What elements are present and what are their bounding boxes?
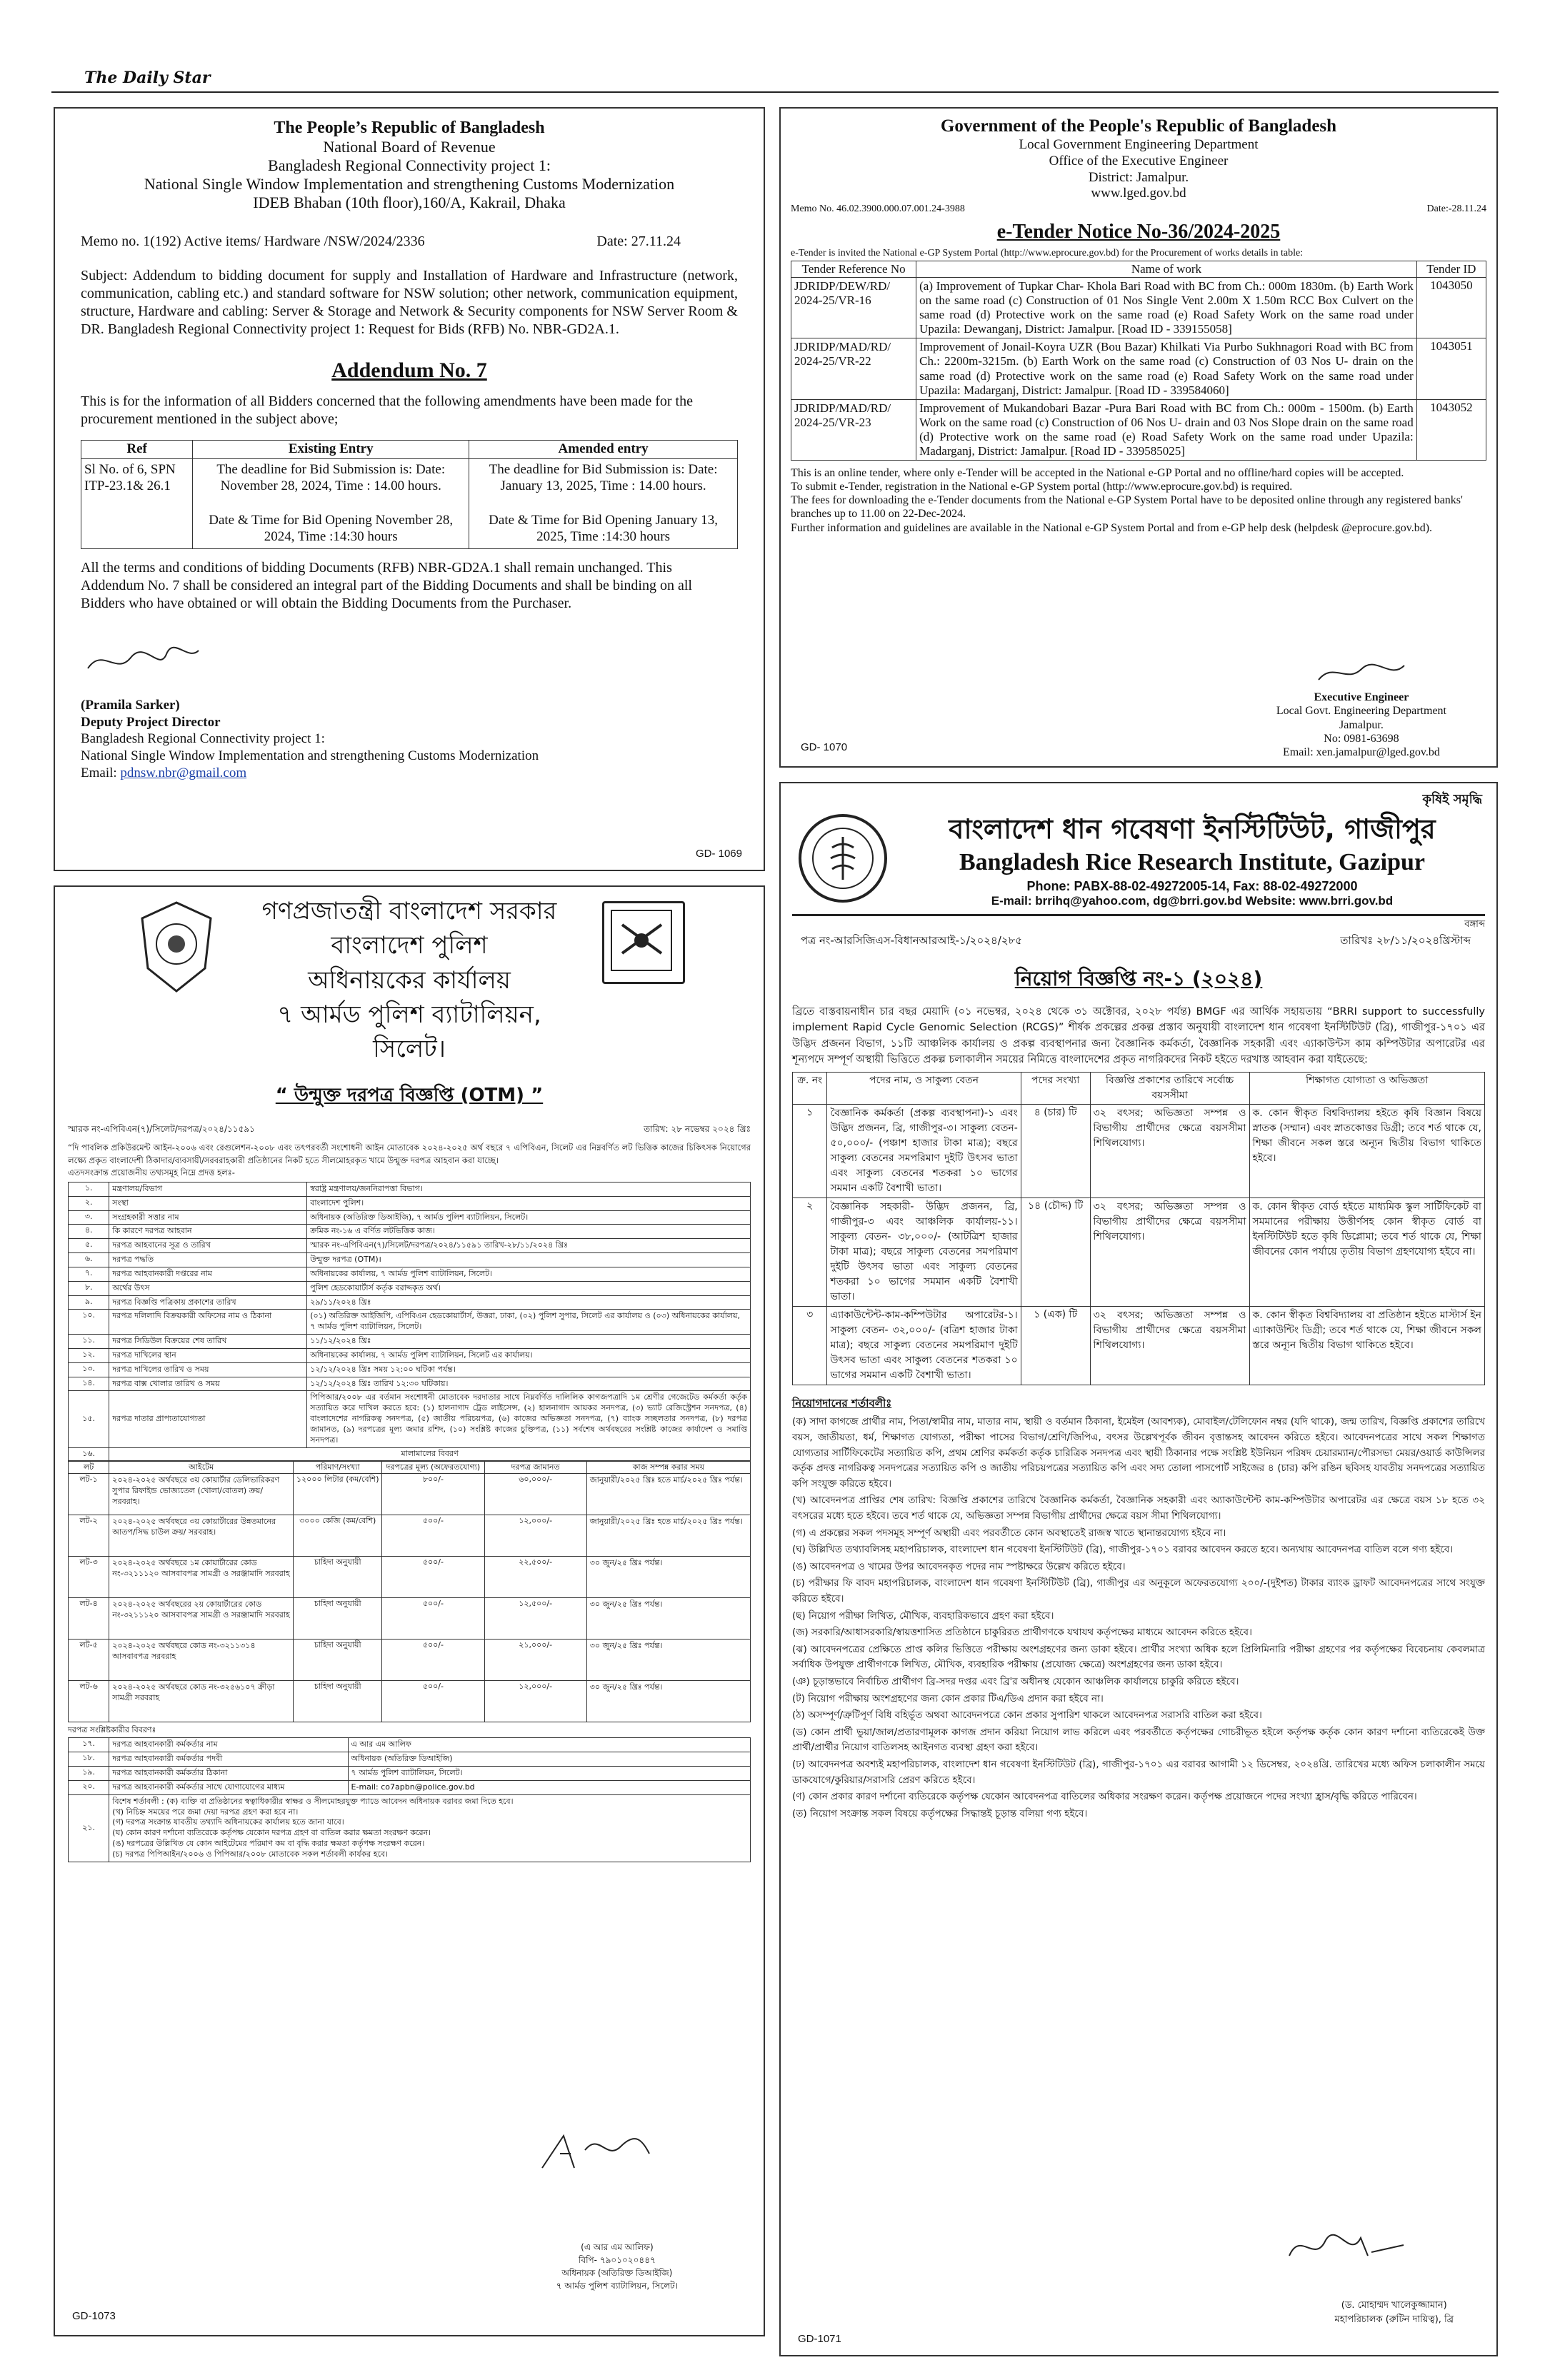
ad3-row xyxy=(69,1362,751,1377)
ad3-row-n: ২. xyxy=(69,1196,109,1210)
ad2-row-id: 1043050 xyxy=(1416,278,1486,338)
ad1-ref: Sl No. of 6, SPN ITP-23.1& 26.1 xyxy=(81,458,193,548)
ad3-sig-id: বিপি- ৭৯০১০২০৪৪৭ xyxy=(578,2255,656,2265)
masthead-rule xyxy=(51,91,1499,93)
ad3-lot-qty: চাহিদা অনুযায়ী xyxy=(294,1557,382,1598)
ad1-date: Date: 27.11.24 xyxy=(596,234,681,249)
ad2-note-2: To submit e-Tender, registration in the National e-GP System portal (http://www.eprocure.gov.bd) is required. xyxy=(791,480,1293,493)
ad4-condition: (ঝ) আবেদনপত্রের প্রেক্ষিতে প্রাপ্ত কলির ভিত্তিতে পরীক্ষায় অংশগ্রহণের জন্য ডাকা হইবে। প্রার্থীর সংখ্যা অধিক হলে প্রিলিমিনারি পরীক্ষা গ্রহণের পর কর্তৃপক্ষের বিবেচনায় কেবলমাত্র সর্বাধিক উপযুক্ত প্রার্থীগণকে লিখিত, মৌখিক, ব্যবহারিক পরীক্ষায় (প্রযোজ্য ক্ষেত্রে) অংশগ্রহণের জন্য ডাকা হইবে। xyxy=(792,1643,1485,1671)
ad3-lot-qty: চাহিদা অনুযায়ী xyxy=(294,1640,382,1681)
ad3-row-k: সংস্থা xyxy=(109,1196,307,1210)
ad3-row-v: ১১/১২/২০২৪ খ্রিঃ xyxy=(307,1335,751,1349)
ad3-row-n: ৪. xyxy=(69,1225,109,1239)
ad1-amended-cell xyxy=(469,458,738,548)
ad3-officer-v: ৭ আর্মড পুলিশ ব্যাটালিয়ন, সিলেট। xyxy=(348,1767,750,1781)
ad1-line4: National Single Window Implementation and strengthening Customs Modernization xyxy=(144,175,675,193)
ad3-row-k: দরপত্র পদ্ধতি xyxy=(109,1253,307,1267)
ad3-signature-scribble xyxy=(535,2125,656,2182)
ad3-lot-price: ৫০০/- xyxy=(382,1557,484,1598)
ad3-row-v: অধিনায়কের কার্যালয়, ৭ আর্মড পুলিশ ব্যাটালিয়ন, সিলেট। xyxy=(307,1267,751,1281)
ad3-special-item: (ঙ) দরপত্রের উল্লিখিত যে কোন আইটেমের পরিমাণ কম বা বৃদ্ধি করার ক্ষমতা কর্তৃপক্ষ সংরক্ষণ করেন। xyxy=(112,1839,425,1849)
ad3-row-k: দরপত্র সিডিউল বিক্রয়ের শেষ তারিখ xyxy=(109,1335,307,1349)
ad4-signature-scribble xyxy=(1282,2224,1411,2274)
ad4-condition: (ঘ) উল্লিখিত তথ্যাবলিসহ মহাপরিচালক, বাংলাদেশ ধান গবেষণা ইনস্টিটিউট (ব্রি), গাজীপুর-১৭০১ বরাবর আবেদন করতে হবে। অন্যথায় আবেদনপত্র বাতিল বলে গণ্য হইবে। xyxy=(792,1544,1454,1556)
ad2-sig-line1: Local Govt. Engineering Department xyxy=(1276,705,1446,718)
ad3-lot-col: লট xyxy=(69,1461,109,1474)
ad1-gd-code: GD- 1069 xyxy=(695,848,742,860)
ad2-col-work: Name of work xyxy=(916,261,1417,278)
ad3-sig-name: (এ আর এম আলিফ) xyxy=(581,2242,654,2252)
ad4-post-edu: ক. কোন স্বীকৃত বিশ্ববিদ্যালয় হইতে কৃষি বিজ্ঞান বিষয়ে স্নাতক (সম্মান) এবং স্নাতকোত্তর ডিগ্রী; তবে শর্ত থাকে যে, শিক্ষা জীবনে সকল স্তরে অন্যূন দ্বিতীয় বিভাগ থাকিতে হইবে। xyxy=(1249,1105,1485,1198)
ad3-row-v: পুলিশ হেডকোয়ার্টার্স কর্তৃক বরাদ্দকৃত অর্থ। xyxy=(307,1281,751,1295)
ad3-lot-table xyxy=(68,1461,751,1723)
ad3-lot-id: লট-৪ xyxy=(69,1598,109,1640)
ad4-title-bn: বাংলাদেশ ধান গবেষণা ইনস্টিটিউট, গাজীপুর xyxy=(949,813,1436,845)
ad3-row xyxy=(69,1281,751,1295)
ad4-post-count: ৪ (চার) টি xyxy=(1021,1105,1090,1198)
ad4-col: শিক্ষাগত যোগ্যতা ও অভিজ্ঞতা xyxy=(1249,1073,1485,1105)
ad3-lot-item: ২০২৪-২০২৫ অর্থবছরে কোড নং-৩২৫৬১০৭ ক্রীড়া সামগ্রী সরবরাহ xyxy=(109,1681,294,1722)
ad4-post-name: বৈজ্ঞানিক কর্মকর্তা (প্রকল্প ব্যবস্থাপনা)-১ এবং উদ্ভিদ প্রজনন, ব্রি, গাজীপুর-৩। সাকুল্য বেতন- ৫০,০০০/- (পঞ্চাশ হাজার টাকা মাত্র); বছরে সাকুল্য বেতনের সমপরিমাণ দুইটি উৎসব ভাতা এবং সাকুল্য বেতনের শতকরা ১০ ভাগের সমমান একটি বৈশাখী ভাতা। xyxy=(827,1105,1021,1198)
ad3-row-v: স্মারক নং-এপিবিএন(৭)/সিলেট/দরপত্র/২০২৪/১১৫৯১ তারিখ-২৮/১১/২০২৪ খ্রিঃ xyxy=(307,1239,751,1253)
ad3-row-n: ৫. xyxy=(69,1239,109,1253)
ad2-sig-title: Executive Engineer xyxy=(1314,691,1409,704)
ad3-row xyxy=(69,1295,751,1310)
ad-nbr-addendum xyxy=(54,107,765,871)
ad3-officer-k: দরপত্র আহবানকারী কর্মকর্তার নাম xyxy=(109,1738,348,1752)
ad3-info-table xyxy=(68,1182,751,1461)
ad3-lot-price: ৫০০/- xyxy=(382,1515,484,1557)
ad1-addendum-title: Addendum No. 7 xyxy=(331,358,487,382)
ad3-row-k: মন্ত্রণালয়/বিভাগ xyxy=(109,1182,307,1196)
ad2-note-1: This is an online tender, where only e-Tender will be accepted in the National e-GP Portal and no offline/hard copies will be accepted. xyxy=(791,466,1404,479)
ad3-lot-row xyxy=(69,1640,751,1681)
ad1-line1: The People’s Republic of Bangladesh xyxy=(274,119,545,137)
ad4-sig-name: (ড. মোহাম্মদ খালেকুজ্জামান) xyxy=(1341,2300,1447,2311)
ad1-existing-2: Date & Time for Bid Opening November 28, 2024, Time :14:30 hours xyxy=(209,513,454,545)
ad3-officer-v: E-mail: co7apbn@police.gov.bd xyxy=(348,1780,750,1794)
ad4-post-row xyxy=(793,1307,1485,1385)
ad2-row-work: Improvement of Mukandobari Bazar -Pura Bari Road with BC from Ch.: 000m - 1500m. (b) Earth Work on the same road (c) Construction of 06 Nos U- drain and 03 Nos Slope drain on the same road (d) Protective work on the same road (e) Road Safety Work on the same road under Upazila: Madarganj, District: Jamalpur. [Road ID - 339585025] xyxy=(916,399,1417,460)
ad3-row-n: ১২. xyxy=(69,1348,109,1362)
ad4-col: পদের নাম, ও সাকুল্য বেতন xyxy=(827,1073,1021,1105)
ad3-lot-col: দরপত্রের মূল্য (অফেরতযোগ্য) xyxy=(382,1461,484,1474)
ad3-row xyxy=(69,1253,751,1267)
ad3-special-item: বিশেষ শর্তাবলী : (ক) ব্যক্তি বা প্রতিষ্ঠানের স্বত্বাধিকারীর স্বাক্ষর ও সীলমোহরযুক্ত প্যাডে আবেদন অধিনায়ক বরাবর জমা দিতে হবে। xyxy=(112,1796,514,1806)
ad4-calendar: বঙ্গাব্দ xyxy=(1464,918,1485,930)
ad1-existing-1: The deadline for Bid Submission is: Date: November 28, 2024, Time : 14.00 hours. xyxy=(216,461,446,493)
ad3-title2: বাংলাদেশ পুলিশ xyxy=(331,931,488,960)
ad1-signature xyxy=(81,640,209,683)
ad3-lot-time: জানুয়ারী/২০২৫ খ্রিঃ হতে মার্চ/২০২৫ খ্রিঃ পর্যন্ত। xyxy=(586,1474,750,1515)
ad3-title5: সিলেট। xyxy=(373,1035,446,1064)
ad3-row-k: দরপত্র আহবানের সূত্র ও তারিখ xyxy=(109,1239,307,1253)
ad3-row xyxy=(69,1335,751,1349)
ad3-officer-v: এ আর এম আলিফ xyxy=(348,1738,750,1752)
ad3-row-k: দরপত্র দাখিলের স্থান xyxy=(109,1348,307,1362)
ad3-special-item: (ঘ) কোন কারণ দর্শানো ব্যতিরেকে কর্তৃপক্ষ যেকোন দরপত্র গ্রহণ বা বাতিল করার ক্ষমতা সংরক্ষণ করেন। xyxy=(112,1828,431,1838)
ad3-row-n: ৮. xyxy=(69,1281,109,1295)
ad3-officer-row xyxy=(69,1767,751,1781)
ad2-gd-code: GD- 1070 xyxy=(801,741,848,753)
ad3-lot-col: পরিমাণ/সংখ্যা xyxy=(294,1461,382,1474)
ad3-special-item: (গ) দরপত্র সংক্রান্ত যাবতীয় তথ্যাদি অধিনায়কের কার্যালয় হতে জানা যাবে। xyxy=(112,1817,344,1827)
ad3-row xyxy=(69,1310,751,1335)
ad3-row-n: ১৪. xyxy=(69,1377,109,1391)
ad4-phone: Phone: PABX-88-02-49272005-14, Fax: 88-02-49272000 xyxy=(1026,878,1358,893)
ad3-row-k: দরপত্র বাক্স খোলার তারিখ ও সময় xyxy=(109,1377,307,1391)
ad3-lot-price: ৫০০/- xyxy=(382,1640,484,1681)
ad1-col-amended: Amended entry xyxy=(469,441,738,459)
ad1-existing-cell xyxy=(193,458,469,548)
ad3-row-v: ক্রমিক নং-১৬ এ বর্ণিত লটভিত্তিক কাজ। xyxy=(307,1225,751,1239)
ad3-row xyxy=(69,1348,751,1362)
ad4-condition: (খ) আবেদনপত্র প্রাপ্তির শেষ তারিখ: বিজ্ঞপ্তি প্রকাশের তারিখে বৈজ্ঞানিক কর্মকর্তা, বৈজ্ঞানিক সহকারী এবং অ্যাকাউন্টেন্ট কাম-কম্পিউটার অপারেটর এর ক্ষেত্রে বয়স ১৮ হতে ৩২ বৎসরের মধ্যে হতে হইবে। তবে শর্ত থাকে যে, অভিজ্ঞতা সম্পন্ন বিভাগীয় প্রার্থীদের ক্ষেত্রে বয়স সীমা শিথিলযোগ্য। xyxy=(792,1495,1485,1522)
ad4-post-edu: ক. কোন স্বীকৃত বোর্ড হইতে মাধ্যমিক স্কুল সার্টিফিকেট বা সমমানের পরীক্ষায় উত্তীর্ণসহ কোন স্বীকৃত বোর্ড বা ইনস্টিটিউট হতে কৃষি ডিপ্লোমা; তবে শর্ত থাকে যে, শিক্ষা জীবনের কোন পর্যায়ে তৃতীয় বিভাগ গ্রহণযোগ্য হইবে না। xyxy=(1249,1198,1485,1307)
ad4-condition: (ক) সাদা কাগজে প্রার্থীর নাম, পিতা/স্বামীর নাম, মাতার নাম, স্থায়ী ও বর্তমান ঠিকানা, ইমেইল (আবশ্যক), মোবাইল/টেলিফোন নম্বর (যদি থাকে), জন্ম তারিখ, বিজ্ঞপ্তি প্রকাশের তারিখে বয়স, জাতীয়তা, ধর্ম, শিক্ষাগত যোগ্যতা, পরীক্ষা পাসের বিভাগ/শ্রেণি/জিপিএ, বৎসর উল্লেখপূর্বক জীবন বৃত্তান্তসহ আবেদন করিতে হইবে। আবেদনপত্রের সাথে সকল শিক্ষাগত যোগ্যতার সার্টিফিকেটের সত্যায়িত কপি, প্রথম শ্রেণির কর্মকর্তা কর্তৃক চারিত্রিক সনদপত্র এবং স্থায়ী ঠিকানার পক্ষে সংশ্লিষ্ট ইউনিয়ন পরিষদ চেয়ারম্যান/পৌরসভা মেয়র/ওয়ার্ড কাউন্সিলর কর্তৃক প্রদত্ত নাগরিকত্ব সনদপত্রের সত্যায়িত কপি ও জাতীয় পরিচয়পত্রের সত্যায়িত কপি এবং সদ্য তোলা পাসপোর্ট সাইজের ৪ (চার) কপি রঙিন ছবিসহ যাবতীয় সনদপত্রের সত্যায়িত কপি সংযুক্ত করিতে হইবে। xyxy=(792,1416,1485,1490)
ad3-lot-security: ৬০,০০০/- xyxy=(484,1474,586,1515)
ad1-col-existing: Existing Entry xyxy=(193,441,469,459)
ad3-officer-n: ১৭. xyxy=(69,1738,109,1752)
ad4-gd-code: GD-1071 xyxy=(798,2333,841,2345)
ad2-row-work: Improvement of Jonail-Koyra UZR (Bou Bazar) Khilkati Via Purbo Sukhnagori Road with BC from Ch.: 2200m-3215m. (b) Earth Work on the same road (c) Construction of 03 Nos U- drain on the same road (d) Protective work on the same road (e) Road Safety Work on the same road under Upazila: Madarganj, District: Jamalpur. [Road ID - 339584060] xyxy=(916,338,1417,399)
ad4-date: তারিখঃ ২৮/১১/২০২৪খ্রিস্টাব্দ xyxy=(1340,933,1471,947)
ad1-intro: This is for the information of all Bidders concerned that the following amendments have been made for the procurement mentioned in the subject above; xyxy=(81,393,693,427)
ad3-otm-title: “ উন্মুক্ত দরপত্র বিজ্ঞপ্তি (OTM) ” xyxy=(275,1085,544,1107)
ad3-lot-col: কাজ সম্পন্ন করার সময় xyxy=(586,1461,750,1474)
ad4-col: ক্র. নং xyxy=(793,1073,827,1105)
ad3-lot-row xyxy=(69,1474,751,1515)
ad3-lot-row xyxy=(69,1681,751,1722)
ad3-memo: স্মারক নং-এপিবিএন(৭)/সিলেট/দরপত্র/২০২৪/১১৫৯১ xyxy=(68,1124,255,1135)
ad3-title1: গণপ্রজাতন্ত্রী বাংলাদেশ সরকার xyxy=(261,897,557,925)
ad3-special-row xyxy=(69,1794,751,1862)
ad3-row xyxy=(69,1377,751,1391)
ad2-note-3: The fees for downloading the e-Tender documents from the National e-GP System Portal have to be deposited online through any registered banks' branches up to 11.00 on 22-Dec-2024. xyxy=(791,494,1463,521)
ad4-intro: ব্রিতে বাস্তবায়নাধীন চার বছর মেয়াদি (০১ নভেম্বর, ২০২৪ থেকে ৩১ অক্টোবর, ২০২৮ পর্যন্ত) BMGF এর আর্থিক সহায়তায় “BRRI support to successfully implement Rapid Cycle Genomic Selection (RCGS)” শীর্ষক প্রকল্পের প্রকল্প প্রস্তাব অনুযায়ী বাংলাদেশ ধান গবেষণা ইনস্টিটিউট (ব্রি), গাজীপুর-১৭০১ এর উদ্ভিদ প্রজনন বিভাগ, ১১টি আঞ্চলিক কার্যালয় ও প্রকল্প ব্যবস্থাপনার জন্য বৈজ্ঞানিক কর্মকর্তা, বৈজ্ঞানিক সহকারী এবং এ্যাকাউন্টস কাম কম্পিউটার অপারেটর এর শূন্যপদে সম্পূর্ণ অস্থায়ী ভিত্তিতে প্রকল্প চলাকালীন সময়ের নিমিত্তে বাংলাদেশের প্রকৃত নাগরিকদের নিকট হইতে দরখাস্ত আহবান করা যাইতেছে: xyxy=(792,1005,1485,1065)
ad4-memo: পত্র নং-আরসিজিএস-বিধানআরআই-১/২০২৪/২৮৫ xyxy=(801,933,1023,947)
ad3-officer-k: দরপত্র আহবানকারী কর্মকর্তার ঠিকানা xyxy=(109,1767,348,1781)
ad2-phone: No: 0981-63698 xyxy=(1324,732,1399,745)
ad3-officer-n: ১৯. xyxy=(69,1767,109,1781)
ad2-line4: District: Jamalpur. xyxy=(1088,169,1189,185)
ad3-special-cell xyxy=(109,1794,751,1862)
ad3-row-v: উন্মুক্ত দরপত্র (OTM)। xyxy=(307,1253,751,1267)
ad2-row-id: 1043052 xyxy=(1416,399,1486,460)
ad3-row xyxy=(69,1182,751,1196)
ad4-post-row xyxy=(793,1105,1485,1198)
ad-lged-etender xyxy=(779,107,1498,768)
ad3-row-v: ২৯/১১/২০২৪ খ্রিঃ xyxy=(307,1295,751,1310)
ad1-signature-scribble xyxy=(81,640,209,683)
ad2-row-ref: JDRIDP/DEW/RD/ 2024-25/VR-16 xyxy=(791,278,916,338)
ad3-intro2: এতদসংক্রান্ত প্রয়োজনীয় তথ্যসমূহ নিম্নে প্রদত্ত হলঃ- xyxy=(68,1167,235,1178)
ad3-lot-security: ১২,০০০/- xyxy=(484,1515,586,1557)
ad3-officer-table xyxy=(68,1737,751,1862)
ad4-title: নিয়োগ বিজ্ঞপ্তি নং-১ (২০২৪) xyxy=(1014,966,1263,990)
ad3-row-k: কি কারণে দরপত্র আহবান xyxy=(109,1225,307,1239)
ad4-signature xyxy=(1282,2224,1411,2276)
ad2-memo: Memo No. 46.02.3900.000.07.001.24-3988 xyxy=(791,204,965,215)
ad3-lot-id: লট-৩ xyxy=(69,1557,109,1598)
ad3-row-v: অধিনায়ক (অতিরিক্ত ডিআইজি), ৭ আর্মড পুলিশ ব্যাটালিয়ন, সিলেট। xyxy=(307,1210,751,1225)
ad3-eligibility-row xyxy=(69,1391,751,1447)
ad4-post-name: বৈজ্ঞানিক সহকারী- উদ্ভিদ প্রজনন, ব্রি, গাজীপুর-৩ এবং আঞ্চলিক কার্যালয়-১১। সাকুল্য বেতন- ৩৮,০০০/- (আটত্রিশ হাজার টাকা মাত্র); বছরে সাকুল্য বেতনের সমপরিমাণ দুইটি উৎসব ভাতা এবং সাকুল্য বেতনের শতকরা ১০ ভাগের সমমান একটি বৈশাখী ভাতা। xyxy=(827,1198,1021,1307)
ad1-col-ref: Ref xyxy=(81,441,193,459)
ad3-row xyxy=(69,1267,751,1281)
ad1-email-label: Email: xyxy=(81,765,121,780)
ad3-officer-v: অধিনায়ক (অতিরিক্ত ডিআইজি) xyxy=(348,1752,750,1767)
ad3-lot-item: ২০২৪-২০২৫ অর্থবছরের ২য় কোয়ার্টারের কোড নং-৩২১১১২০ আসবাবপত্র সামগ্রী ও সরঞ্জামাদি সরবরাহ xyxy=(109,1598,294,1640)
ad4-post-edu: ক. কোন স্বীকৃত বিশ্ববিদ্যালয় বা প্রতিষ্ঠান হইতে মাস্টার্স ইন এ্যাকাউন্টিং ডিগ্রী; তবে শর্ত থাকে যে, শিক্ষা জীবনে সকল স্তরে অন্যূন দ্বিতীয় বিভাগ থাকিতে হইবে। xyxy=(1249,1307,1485,1385)
ad3-lot-security: ২২,৫০০/- xyxy=(484,1557,586,1598)
ad3-officer-k: দরপত্র আহবানকারী কর্মকর্তার পদবী xyxy=(109,1752,348,1767)
ad3-apbn-logo xyxy=(602,901,685,984)
ad3-lot-id: লট-৬ xyxy=(69,1681,109,1722)
ad2-tender-table xyxy=(791,261,1486,461)
ad4-post-n: ৩ xyxy=(793,1307,827,1385)
ad3-row-v: ১২/১২/২০২৪ খ্রিঃ তারিখ ১২:৩০ ঘটিকায়। xyxy=(307,1377,751,1391)
ad3-row-n: ৭. xyxy=(69,1267,109,1281)
ad3-row-n: ৩. xyxy=(69,1210,109,1225)
ad3-lot-item: ২০২৪-২০২৫ অর্থবছরে ১ম কোয়ার্টারের কোড নং-৩২১১১২০ আসবাবপত্র সামগ্রী ও সরঞ্জামাদি সরবরাহ xyxy=(109,1557,294,1598)
ad4-signature-block xyxy=(1335,2299,1454,2326)
ad4-email: E-mail: brrihq@yahoo.com, dg@brri.gov.bd Website: www.brri.gov.bd xyxy=(991,893,1394,908)
ad1-footer-text: All the terms and conditions of bidding Documents (RFB) NBR-GD2A.1 shall remain unchanged. This Addendum No. 7 shall be considered an integral part of the Bidding Documents and shall be binding on all Bidders who have obtained or will obtain the Bidding Documents from the Purchaser. xyxy=(81,559,692,611)
ad3-officer-k: দরপত্র আহবানকারী কর্মকর্তার সাথে যোগাযোগের মাধ্যম xyxy=(109,1780,348,1794)
ad3-lot-security: ১২,৫০০/- xyxy=(484,1598,586,1640)
ad4-condition: (ঞ) চূড়ান্তভাবে নির্বাচিত প্রার্থীগণ ব্রি-সদর দপ্তর এবং ব্রি'র অধীনস্থ যেকোন আঞ্চলিক কার্যালয়ে চাকুরি করিতে হইবে। xyxy=(792,1675,1239,1687)
ad3-row xyxy=(69,1225,751,1239)
ad3-row-k: দরপত্র বিজ্ঞপ্তি পত্রিকায় প্রকাশের তারিখ xyxy=(109,1295,307,1310)
ad1-amended-1: The deadline for Bid Submission is: Date: January 13, 2025, Time : 14.00 hours. xyxy=(489,461,718,493)
ad3-date: তারিখ: ২৮ নভেম্বর ২০২৪ খ্রিঃ xyxy=(644,1124,751,1135)
masthead: The Daily Star xyxy=(84,69,211,87)
ad2-row-id: 1043051 xyxy=(1416,338,1486,399)
ad3-special-item: (চ) দরপত্র পিপিআইন/২০০৬ ও পিপিআর/২০০৮ মোতাবেক সকল শর্তাবলী কার্যকর হবে। xyxy=(112,1849,389,1859)
ad3-eligibility-v: পিপিআর/২০০৮ এর বর্তমান সংশোধনী মোতাবেক দরদাতার সাথে নিম্নবর্ণিত দালিলিক কাগজপত্রাদি ১ম শ্রেণীর গেজেটেড কর্মকর্তা কর্তৃক সত্যায়িত করে দাখিল করতে হবে: (১) হালনাগাদ ট্রেড লাইসেন্স, (২) হালনাগাদ আয়কর সনদপত্র, (৩) ভ্যাট রেজিস্ট্রেশন সনদপত্র, (৪) বাংলাদেশের নাগরিকত্ব সনদপত্র, (৫) জাতীয় পরিচয়পত্র, (৬) কাজের অভিজ্ঞতা সনদপত্র, (৭) ব্যাংক সচ্ছলতার সনদপত্র, (৮) দরপত্র জামানত, (৯) দরপত্রের মূল্য জমার রশিদ, (১০) সংশ্লিষ্ট কাজের চুক্তিপত্র, (১১) সর্বশেষ অর্থবছরের সংশ্লিষ্ট কাজের কার্যাদেশ ও সমাপ্তি সনদপত্র। xyxy=(307,1391,751,1447)
ad3-lot-price: ৫০০/- xyxy=(382,1681,484,1722)
ad3-lot-item: ২০২৪-২০২৫ অর্থবছরে কোড নং-৩২১১৩১৪ আসবাবপত্র সরবরাহ xyxy=(109,1640,294,1681)
ad3-row xyxy=(69,1196,751,1210)
ad3-intro: “দি পাবলিক প্রকিউরমেন্ট আইন-২০০৬ এবং রেগুলেশন-২০০৮ এবং তৎপরবর্তী সংশোধনী আইন মোতাবেক ২০২৪-২০২৫ অর্থ বছরে ৭ এপিবিএন, সিলেট এর নিম্নবর্ণিত লট ভিত্তিক কাজের চিকিৎসক নিয়োগের লক্ষ্যে প্রকৃত বাংলাদেশী ঠিকাদার/ব্যবসায়ী/সরবরাহকারী প্রতিষ্ঠানের নিকট হতে সীলমোহরকৃত খামে উন্মুক্ত দরপত্র আহবান করা যাচ্ছে। xyxy=(68,1143,751,1165)
ad3-row xyxy=(69,1210,751,1225)
ad4-post-n: ২ xyxy=(793,1198,827,1307)
ad2-row-ref: JDRIDP/MAD/RD/ 2024-25/VR-23 xyxy=(791,399,916,460)
ad3-row-n: ১০. xyxy=(69,1310,109,1335)
ad3-row-k: অর্থের উৎস xyxy=(109,1281,307,1295)
ad3-officer-header: দরপত্র সংশ্লিষ্টকারীর বিবরণঃ xyxy=(68,1725,156,1735)
ad4-condition: (ঠ) অসম্পূর্ণ/ত্রুটিপূর্ণ বিধি বহির্ভূত অথবা আবেদনপত্রে কোন প্রকার সুপারিশ থাকলে আবেদনপত্র সরাসরি বাতিল করা হইবে। xyxy=(792,1709,1262,1722)
ad4-condition: (ণ) কোন প্রকার কারণ দর্শানো ব্যতিরেকে কর্তৃপক্ষ যেকোন আবেদনপত্র বাতিলের অধিকার সংরক্ষণ করেন। কর্তৃপক্ষ প্রয়োজনে পদের সংখ্যা হ্রাস/বৃদ্ধি করিতে পারিবেন। xyxy=(792,1791,1417,1803)
ad4-col: বিজ্ঞপ্তি প্রকাশের তারিখে সর্বোচ্চ বয়সসীমা xyxy=(1090,1073,1249,1105)
ad2-line2: Local Government Engineering Department xyxy=(1019,137,1259,152)
ad1-memo: Memo no. 1(192) Active items/ Hardware /NSW/2024/2336 xyxy=(81,234,425,249)
ad4-post-name: এ্যাকাউন্টেন্ট-কাম-কম্পিউটার অপারেটর-১। সাকুল্য বেতন- ৩২,০০০/- (বত্রিশ হাজার টাকা মাত্র); বছরে সাকুল্য বেতনের সমপরিমাণ দুইটি উৎসব ভাতা এবং সাকুল্য বেতনের শতকরা ১০ ভাগের সমমান একটি বৈশাখী ভাতা। xyxy=(827,1307,1021,1385)
ad1-amendment-table xyxy=(81,440,738,549)
ad3-special-n: ২১. xyxy=(69,1794,109,1862)
brri-logo-icon xyxy=(796,812,889,905)
ad4-sig-title: মহাপরিচালক (রুটিন দায়িত্ব), ব্রি xyxy=(1334,2314,1454,2325)
ad4-conditions xyxy=(792,1415,1485,1822)
ad3-row-k: দরপত্র আহবানকারী দপ্তরের নাম xyxy=(109,1267,307,1281)
ad3-title4: ৭ আর্মড পুলিশ ব্যাটালিয়ন, xyxy=(277,1000,541,1029)
ad1-line5: IDEB Bhaban (10th floor),160/A, Kakrail, Dhaka xyxy=(253,194,566,211)
ad3-lot-qty: ৩০০০ কেজি (কম/বেশি) xyxy=(294,1515,382,1557)
ad2-row-2 xyxy=(791,338,1486,399)
ad3-lot-price: ৫০০/- xyxy=(382,1598,484,1640)
police-emblem-icon xyxy=(134,897,219,997)
ad3-lot-item: ২০২৪-২০২৫ অর্থবছরে ৩য় কোয়ার্টার ডেলিভারিকরণ সুপার রিফাইন্ড ভোজ্যতেল (খোলা/বোতল) ক্রয়/ সরবরাহ। xyxy=(109,1474,294,1515)
ad1-line2: National Board of Revenue xyxy=(323,138,496,156)
ad1-subject: Subject: Addendum to bidding document for supply and Installation of Hardware and Infrastructure (network, communication, cabling etc.) and standard software for NSW solution; other network, communication equipment, structure, Hardware and cabling: Server & Storage and Network & Security components for NSW Server Room & DR. Bangladesh Regional Connectivity project 1: Request for Bids (RFB) No. NBR-GD2A.1. xyxy=(81,268,738,337)
ad4-title-en: Bangladesh Rice Research Institute, Gazipur xyxy=(959,849,1425,876)
ad3-row-v: বাংলাদেশ পুলিশ। xyxy=(307,1196,751,1210)
ad4-condition: (জ) সরকারি/আধাসরকারি/স্বায়ত্তশাসিত প্রতিষ্ঠানে চাকুরিরত প্রার্থীগণকে যথাযথ কর্তৃপক্ষের মাধ্যমে আবেদন করিতে হইবে। xyxy=(792,1627,1252,1639)
ad3-lot-header: মালামালের বিবরণ xyxy=(109,1447,751,1460)
ad1-sig-line2: National Single Window Implementation and strengthening Customs Modernization xyxy=(81,748,539,764)
ad3-sig-title: অধিনায়ক (অতিরিক্ত ডিআইজি) xyxy=(561,2268,673,2278)
ad4-condition: (চ) পরীক্ষার ফি বাবদ মহাপরিচালক, বাংলাদেশ ধান গবেষণা ইনস্টিটিউট (ব্রি), গাজীপুর এর অনুকূলে অফেরতযোগ্য ২০০/-(দুইশত) টাকার ব্যাংক ড্রাফট আবেদনপত্রের সাথে সংযুক্ত করিতে হইবে। xyxy=(792,1577,1485,1605)
ad3-lot-qty: চাহিদা অনুযায়ী xyxy=(294,1681,382,1722)
ad4-post-age: ৩২ বৎসর; অভিজ্ঞতা সম্পন্ন ও বিভাগীয় প্রার্থীদের ক্ষেত্রে বয়সসীমা শিথিলযোগ্য। xyxy=(1090,1198,1249,1307)
ad1-email-link[interactable]: pdnsw.nbr@gmail.com xyxy=(120,765,247,780)
ad4-post-row xyxy=(793,1198,1485,1307)
ad1-sig-name: (Pramila Sarker) xyxy=(81,697,180,713)
ad2-col-ref: Tender Reference No xyxy=(791,261,916,278)
ad3-signature-block xyxy=(556,2241,678,2292)
ad2-col-id: Tender ID xyxy=(1416,261,1486,278)
ad2-line1: Government of the People's Republic of Bangladesh xyxy=(940,116,1337,136)
ad1-email-row xyxy=(81,765,738,782)
ad4-condition: (গ) এ প্রকল্পের সকল পদসমূহ সম্পূর্ণ অস্থায়ী এবং পরবর্তীতে কোন অবস্থাতেই রাজস্ব খাতে স্থানান্তরযোগ্য হইবে না। xyxy=(792,1527,1226,1539)
ad3-officer-row xyxy=(69,1780,751,1794)
ad1-amended-2: Date & Time for Bid Opening January 13, 2025, Time :14:30 hours xyxy=(489,513,719,545)
ad3-police-emblem xyxy=(134,897,219,997)
ad4-condition: (ট) নিয়োগ পরীক্ষায় অংশগ্রহণের জন্য কোন প্রকার টিএ/ডিএ প্রদান করা হইবে না। xyxy=(792,1692,1104,1704)
ad3-lot-row xyxy=(69,1557,751,1598)
ad3-sig-office: ৭ আর্মড পুলিশ ব্যাটালিয়ন, সিলেট। xyxy=(556,2281,678,2291)
ad1-sig-title: Deputy Project Director xyxy=(81,714,221,730)
ad3-row xyxy=(69,1239,751,1253)
ad3-lot-header-n: ১৬. xyxy=(69,1447,109,1460)
ad4-post-count: ১৪ (চৌদ্দ) টি xyxy=(1021,1198,1090,1307)
ad2-row-3 xyxy=(791,399,1486,460)
ad4-top-right: কৃষিই সমৃদ্ধি xyxy=(1422,792,1482,807)
ad3-lot-time: ৩০ জুন/২৫ খ্রিঃ পর্যন্ত। xyxy=(586,1681,750,1722)
ad2-line3: Office of the Executive Engineer xyxy=(1049,153,1229,169)
ad4-post-age: ৩২ বৎসর; অভিজ্ঞতা সম্পন্ন ও বিভাগীয় প্রার্থীদের ক্ষেত্রে বয়সসীমা শিথিলযোগ্য। xyxy=(1090,1105,1249,1198)
ad3-special-item: (খ) নিচিহ্ন সময়ের পরে জমা দেয়া দরপত্র গ্রহণ করা হবে না। xyxy=(112,1807,299,1817)
ad3-lot-item: ২০২৪-২০২৫ অর্থবছরে ৩য় কোয়ার্টারের উন্নতমানের আতপ/সিদ্ধ চাউল ক্রয়/ সরবরাহ। xyxy=(109,1515,294,1557)
ad3-title3: অধিনায়কের কার্যালয় xyxy=(308,965,511,995)
ad4-post-age: ৩২ বৎসর; অভিজ্ঞতা সম্পন্ন ও বিভাগীয় প্রার্থীদের ক্ষেত্রে বয়সসীমা শিথিলযোগ্য। xyxy=(1090,1307,1249,1385)
ad3-row-v: অধিনায়কের কার্যালয়, ৭ আর্মড পুলিশ ব্যাটালিয়ন, সিলেট এর কার্যালয়। xyxy=(307,1348,751,1362)
ad2-row-work: (a) Improvement of Tupkar Char- Khola Bari Road with BC from Ch.: 000m 1830m. (b) Earth Work on the same road (c) Construction of 01 Nos Single Vent 2.00m X 1.50m RCC Box Culvert on the same road (d) Protective work on the same road (e) Road Safety Work on the same road under Upazila: Dewanganj, District: Jamalpur. [Road ID - 339155058] xyxy=(916,278,1417,338)
ad2-date: Date:-28.11.24 xyxy=(1426,204,1486,215)
ad3-lot-time: ৩০ জুন/২৫ খ্রিঃ পর্যন্ত। xyxy=(586,1640,750,1681)
ad4-post-table xyxy=(792,1072,1485,1385)
ad2-title: e-Tender Notice No-36/2024-2025 xyxy=(996,221,1281,243)
ad4-condition: (ঙ) আবেদনপত্র ও খামের উপর আবেদনকৃত পদের নাম স্পষ্টাক্ষরে উল্লেখ করিতে হইবে। xyxy=(792,1560,1126,1572)
ad2-invite: e-Tender is invited the National e-GP System Portal (http://www.eprocure.gov.bd) for the Procurement of works details in table: xyxy=(791,248,1304,259)
ad3-eligibility-k: দরপত্র দাতার প্রাপ্যতাযোগ্যতা xyxy=(109,1391,307,1447)
ad3-officer-n: ১৮. xyxy=(69,1752,109,1767)
ad3-lot-id: লট-২ xyxy=(69,1515,109,1557)
ad4-condition: (ঢ) আবেদনপত্র অবশ্যই মহাপরিচালক, বাংলাদেশ ধান গবেষণা ইনস্টিটিউট (ব্রি), গাজীপুর-১৭০১ এর বরাবর আগামী ১২ ডিসেম্বর, ২০২৪খ্রি. তারিখের মধ্যে অফিস চলাকালীন সময়ে ডাকযোগে/কুরিয়ার/সরাসরি প্রেরণ করিতে হইবে। xyxy=(792,1758,1485,1786)
ad3-lot-row xyxy=(69,1515,751,1557)
ad3-officer-row xyxy=(69,1738,751,1752)
ad2-email: Email: xen.jamalpur@lged.gov.bd xyxy=(1282,745,1440,758)
ad4-post-n: ১ xyxy=(793,1105,827,1198)
ad4-condition: (ত) নিয়োগ সংক্রান্ত সকল বিষয়ে কর্তৃপক্ষের সিদ্ধান্তই চূড়ান্ত বলিয়া গণ্য হইবে। xyxy=(792,1807,1088,1819)
ad2-signature-block xyxy=(1276,658,1446,759)
ad3-officer-n: ২০. xyxy=(69,1780,109,1794)
ad3-lot-qty: ১২০০০ লিটার (কম/বেশি) xyxy=(294,1474,382,1515)
ad4-condition: (ছ) নিয়োগ পরীক্ষা লিখিত, মৌখিক, ব্যবহারিকভাবে গ্রহণ করা হইবে। xyxy=(792,1610,1054,1622)
apbn-logo-icon xyxy=(604,903,679,978)
ad4-col: পদের সংখ্যা xyxy=(1021,1073,1090,1105)
ad1-line3: Bangladesh Regional Connectivity project 1: xyxy=(268,156,551,174)
ad3-lot-row xyxy=(69,1598,751,1640)
ad3-lot-col: আইটেম xyxy=(109,1461,294,1474)
ad3-lot-id: লট-১ xyxy=(69,1474,109,1515)
ad2-signature-scribble xyxy=(1311,658,1411,687)
ad2-line5: www.lged.gov.bd xyxy=(1091,186,1186,201)
ad2-sig-line2: Jamalpur. xyxy=(1339,718,1384,731)
ad3-lot-security: ২১,০০০/- xyxy=(484,1640,586,1681)
ad-brri-recruitment xyxy=(779,782,1498,2356)
ad3-row-n: ৯. xyxy=(69,1295,109,1310)
ad3-lot-price: ৮০০/- xyxy=(382,1474,484,1515)
ad3-row-k: দরপত্র দলিলাদি বিক্রয়কারী অফিসের নাম ও ঠিকানা xyxy=(109,1310,307,1335)
ad-police-otm xyxy=(54,885,765,2336)
ad3-lot-header-row xyxy=(69,1447,751,1460)
ad3-row-n: ১. xyxy=(69,1182,109,1196)
ad3-gd-code: GD-1073 xyxy=(72,2310,116,2322)
ad3-row-n: ১৩. xyxy=(69,1362,109,1377)
ad3-signature xyxy=(535,2125,656,2185)
ad3-lot-time: ৩০ জুন/২৫ খ্রিঃ পর্যন্ত। xyxy=(586,1598,750,1640)
ad3-lot-col: দরপত্র জামানত xyxy=(484,1461,586,1474)
ad2-note-4: Further information and guidelines are available in the National e-GP System Portal and from e-GP help desk (helpdesk @eprocure.gov.bd). xyxy=(791,521,1433,534)
ad3-lot-time: ৩০ জুন/২৫ খ্রিঃ পর্যন্ত। xyxy=(586,1557,750,1598)
ad4-conditions-title: নিয়োগদানের শর্তাবলীঃ xyxy=(792,1397,892,1410)
ad3-row-v: (০১) অতিরিক্ত আইজিপি, এপিবিএন হেডকোয়ার্টার্স, উত্তরা, ঢাকা, (০২) পুলিশ সুপার, সিলেট এর কার্যালয় ও (০৩) অধিনায়কের কার্যালয়, ৭ আর্মড পুলিশ ব্যাটালিয়ন, সিলেট। xyxy=(307,1310,751,1335)
ad3-row-k: দরপত্র দাখিলের তারিখ ও সময় xyxy=(109,1362,307,1377)
ad4-condition: (ড) কোন প্রার্থী ভুয়া/জাল/প্রতারণামূলক কাগজ প্রদান করিয়া নিয়োগ লাভ করিলে এবং পরবর্তীতে কর্তৃপক্ষের গোচরীভূত হইলে কর্তৃপক্ষ কর্তৃক কোন কারণ দর্শানো ব্যতিরেকেই উক্ত প্রার্থী/প্রার্থীর নিয়োগ বাতিলসহ আইনগত ব্যবস্থা গ্রহণ করা হইবে। xyxy=(792,1726,1485,1754)
ad3-officer-row xyxy=(69,1752,751,1767)
ad3-lot-time: জানুয়ারী/২০২৫ খ্রিঃ হতে মার্চ/২০২৫ খ্রিঃ পর্যন্ত। xyxy=(586,1515,750,1557)
ad3-row-v: ১২/১২/২০২৪ খ্রিঃ সময় ১২:০০ ঘটিকা পর্যন্ত। xyxy=(307,1362,751,1377)
ad3-eligibility-n: ১৫. xyxy=(69,1391,109,1447)
ad3-lot-qty: চাহিদা অনুযায়ী xyxy=(294,1598,382,1640)
ad3-row-k: সংগ্রহকারী সত্তার নাম xyxy=(109,1210,307,1225)
ad3-row-n: ৬. xyxy=(69,1253,109,1267)
ad3-lot-id: লট-৫ xyxy=(69,1640,109,1681)
ad3-row-v: স্বরাষ্ট্র মন্ত্রণালয়/জননিরাপত্তা বিভাগ। xyxy=(307,1182,751,1196)
ad3-row-n: ১১. xyxy=(69,1335,109,1349)
ad1-sig-line1: Bangladesh Regional Connectivity project 1: xyxy=(81,731,325,747)
ad4-post-count: ১ (এক) টি xyxy=(1021,1307,1090,1385)
ad2-row-ref: JDRIDP/MAD/RD/ 2024-25/VR-22 xyxy=(791,338,916,399)
ad3-lot-security: ১২,০০০/- xyxy=(484,1681,586,1722)
ad2-row-1 xyxy=(791,278,1486,338)
ad4-brri-logo xyxy=(796,812,889,905)
